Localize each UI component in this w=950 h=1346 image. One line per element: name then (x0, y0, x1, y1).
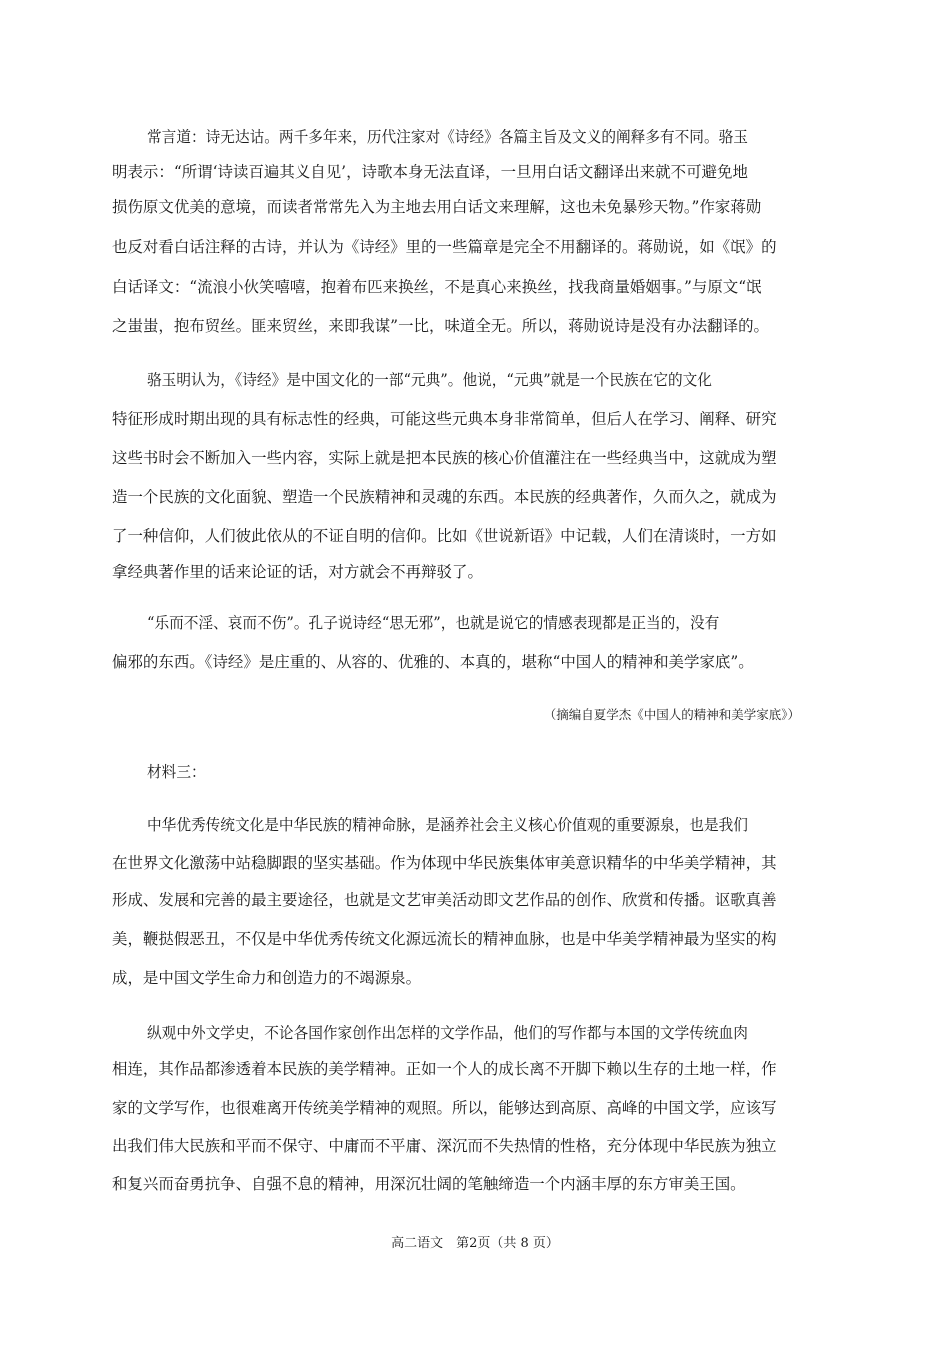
text-line: 这些书时会不断加入一些内容，实际上就是把本民族的核心价值灌注在一些经典当中，这就成为塑 (112, 449, 777, 467)
text-line: 相连，其作品都渗透着本民族的美学精神。正如一个人的成长离不开脚下赖以生存的土地一样，作 (112, 1060, 777, 1078)
text-line: “乐而不淫、哀而不伤”。孔子说诗经“思无邪”，也就是说它的情感表现都是正当的，没有 (147, 614, 720, 632)
text-line: 也反对看白话注释的古诗，并认为《诗经》里的一些篇章是完全不用翻译的。蒋勋说，如《氓》的 (112, 238, 777, 256)
text-line: 家的文学写作，也很难离开传统美学精神的观照。所以，能够达到高原、高峰的中国文学，应该写 (112, 1099, 777, 1117)
text-line: 纵观中外文学史，不论各国作家创作出怎样的文学作品，他们的写作都与本国的文学传统血肉 (147, 1024, 748, 1042)
text-line: 成，是中国文学生命力和创造力的不竭源泉。 (112, 969, 422, 987)
text-line: 在世界文化激荡中站稳脚跟的坚实基础。作为体现中华民族集体审美意识精华的中华美学精神，其 (112, 854, 777, 872)
text-line: 损伤原文优美的意境，而读者常常先入为主地去用白话文来理解，这也未免暴殄天物。”作家蒋勋 (112, 198, 762, 216)
text-line: 了一种信仰，人们彼此依从的不证自明的信仰。比如《世说新语》中记载，人们在清谈时，一方如 (112, 527, 777, 545)
text-line: 明表示：“所谓‘诗读百遍其义自见’，诗歌本身无法直译，一旦用白话文翻译出来就不可避免地 (112, 163, 748, 181)
section-title: 材料三： (147, 763, 206, 781)
source-citation: （摘编自夏学杰《中国人的精神和美学家底》） (543, 707, 800, 722)
text-line: 骆玉明认为，《诗经》是中国文化的一部“元典”。他说，“元典”就是一个民族在它的文化 (147, 371, 712, 389)
text-line: 中华优秀传统文化是中华民族的精神命脉，是涵养社会主义核心价值观的重要源泉，也是我们 (147, 816, 748, 834)
text-line: 特征形成时期出现的具有标志性的经典，可能这些元典本身非常简单，但后人在学习、阐释、研究 (112, 410, 777, 428)
text-line: 美，鞭挞假恶丑，不仅是中华优秀传统文化源远流长的精神血脉，也是中华美学精神最为坚实的构 (112, 930, 777, 948)
text-line: 常言道：诗无达诂。两千多年来，历代注家对《诗经》各篇主旨及文义的阐释多有不同。骆玉 (147, 128, 748, 146)
text-line: 拿经典著作里的话来论证的话，对方就会不再辩驳了。 (112, 563, 483, 581)
text-line: 偏邪的东西。《诗经》是庄重的、从容的、优雅的、本真的，堪称“中国人的精神和美学家底”。 (112, 653, 754, 671)
text-line: 形成、发展和完善的最主要途径，也就是文艺审美活动即文艺作品的创作、欣赏和传播。讴歌真善 (112, 891, 777, 909)
text-line: 之蚩蚩，抱布贸丝。匪来贸丝，来即我谋”一比，味道全无。所以，蒋勋说诗是没有办法翻译的。 (112, 317, 769, 335)
text-line: 造一个民族的文化面貌、塑造一个民族精神和灵魂的东西。本民族的经典著作，久而久之，就成为 (112, 488, 777, 506)
page-footer: 高二语文 第2页（共 8 页） (391, 1236, 559, 1251)
text-line: 白话译文：“流浪小伙笑嘻嘻，抱着布匹来换丝，不是真心来换丝，找我商量婚姻事。”与原文“氓 (112, 278, 762, 296)
text-line: 出我们伟大民族和平而不保守、中庸而不平庸、深沉而不失热情的性格，充分体现中华民族为独立 (112, 1137, 777, 1155)
text-line: 和复兴而奋勇抗争、自强不息的精神，用深沉壮阔的笔触缔造一个内涵丰厚的东方审美王国。 (112, 1175, 746, 1193)
